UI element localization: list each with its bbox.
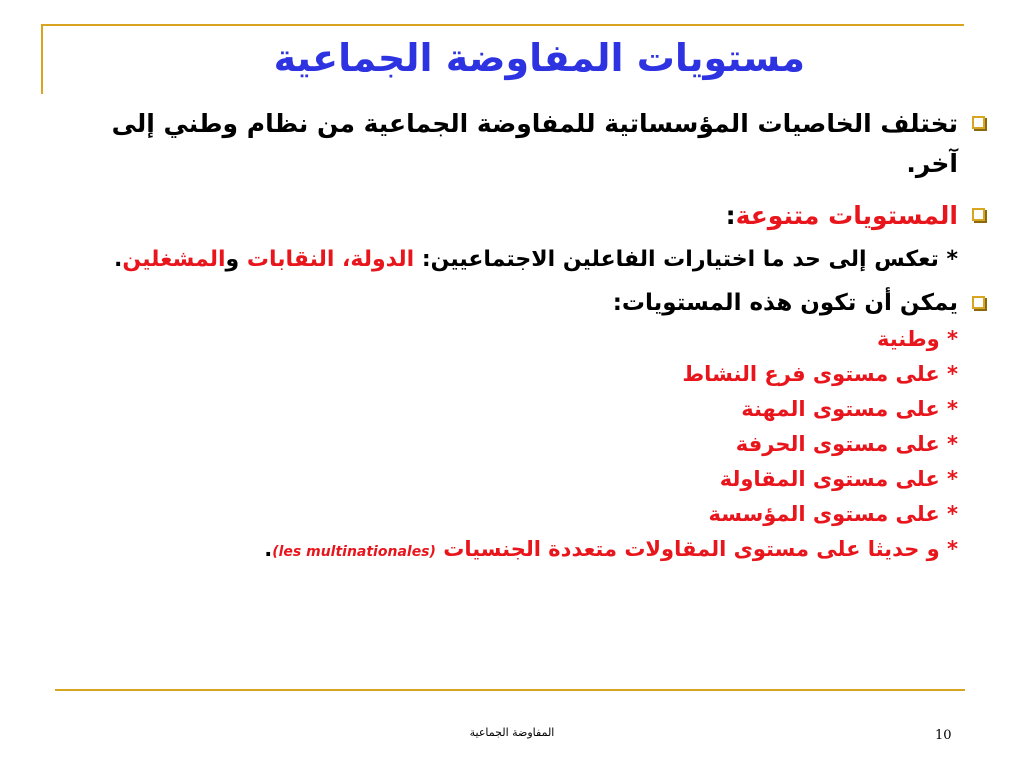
level-craft: * على مستوى الحرفة xyxy=(735,432,958,456)
level-company: * على مستوى المقاولة xyxy=(719,467,958,491)
bullet-possible-levels xyxy=(60,284,988,322)
level-multinationals-end: . xyxy=(264,537,273,561)
reflection-end: . xyxy=(114,247,123,272)
bullet-text-3: يمكن أن تكون هذه المستويات: xyxy=(612,290,958,316)
level-multinationals-latin: (les multinationales) xyxy=(272,544,436,560)
level-profession: * على مستوى المهنة xyxy=(741,397,958,421)
reflection-prefix: * تعكس إلى حد ما اختيارات الفاعلين الاجتماعيين: xyxy=(414,247,958,272)
frame-bottom-rule xyxy=(55,689,965,691)
bullet-text-2-red: المستويات متنوعة xyxy=(735,201,958,230)
page-number: 10 xyxy=(935,728,952,743)
level-establishment: * على مستوى المؤسسة xyxy=(708,502,958,526)
bullet-varied-levels xyxy=(60,196,988,236)
level-sector: * على مستوى فرع النشاط xyxy=(682,362,958,386)
level-multinationals-text: * و حديثا على مستوى المقاولات متعددة الجنسيات xyxy=(435,537,958,561)
slide-content xyxy=(60,104,988,570)
reflection-line xyxy=(60,240,988,280)
reflection-actors-1: الدولة، النقابات xyxy=(246,247,415,272)
bullet-text-2-colon: : xyxy=(725,201,736,230)
frame-left-rule xyxy=(41,24,43,94)
bullet-institutional-features xyxy=(60,104,988,184)
bullet-text-1: تختلف الخاصيات المؤسساتية للمفاوضة الجماعية من نظام وطني إلى آخر. xyxy=(111,109,958,178)
reflection-actors-2: المشغلين xyxy=(122,247,226,272)
reflection-connector: و xyxy=(225,247,247,272)
footer-title: المفاوضة الجماعية xyxy=(469,726,555,739)
level-multinationals xyxy=(60,532,988,570)
level-national: * وطنية xyxy=(876,327,958,351)
slide-title: مستويات المفاوضة الجماعية xyxy=(273,36,805,80)
